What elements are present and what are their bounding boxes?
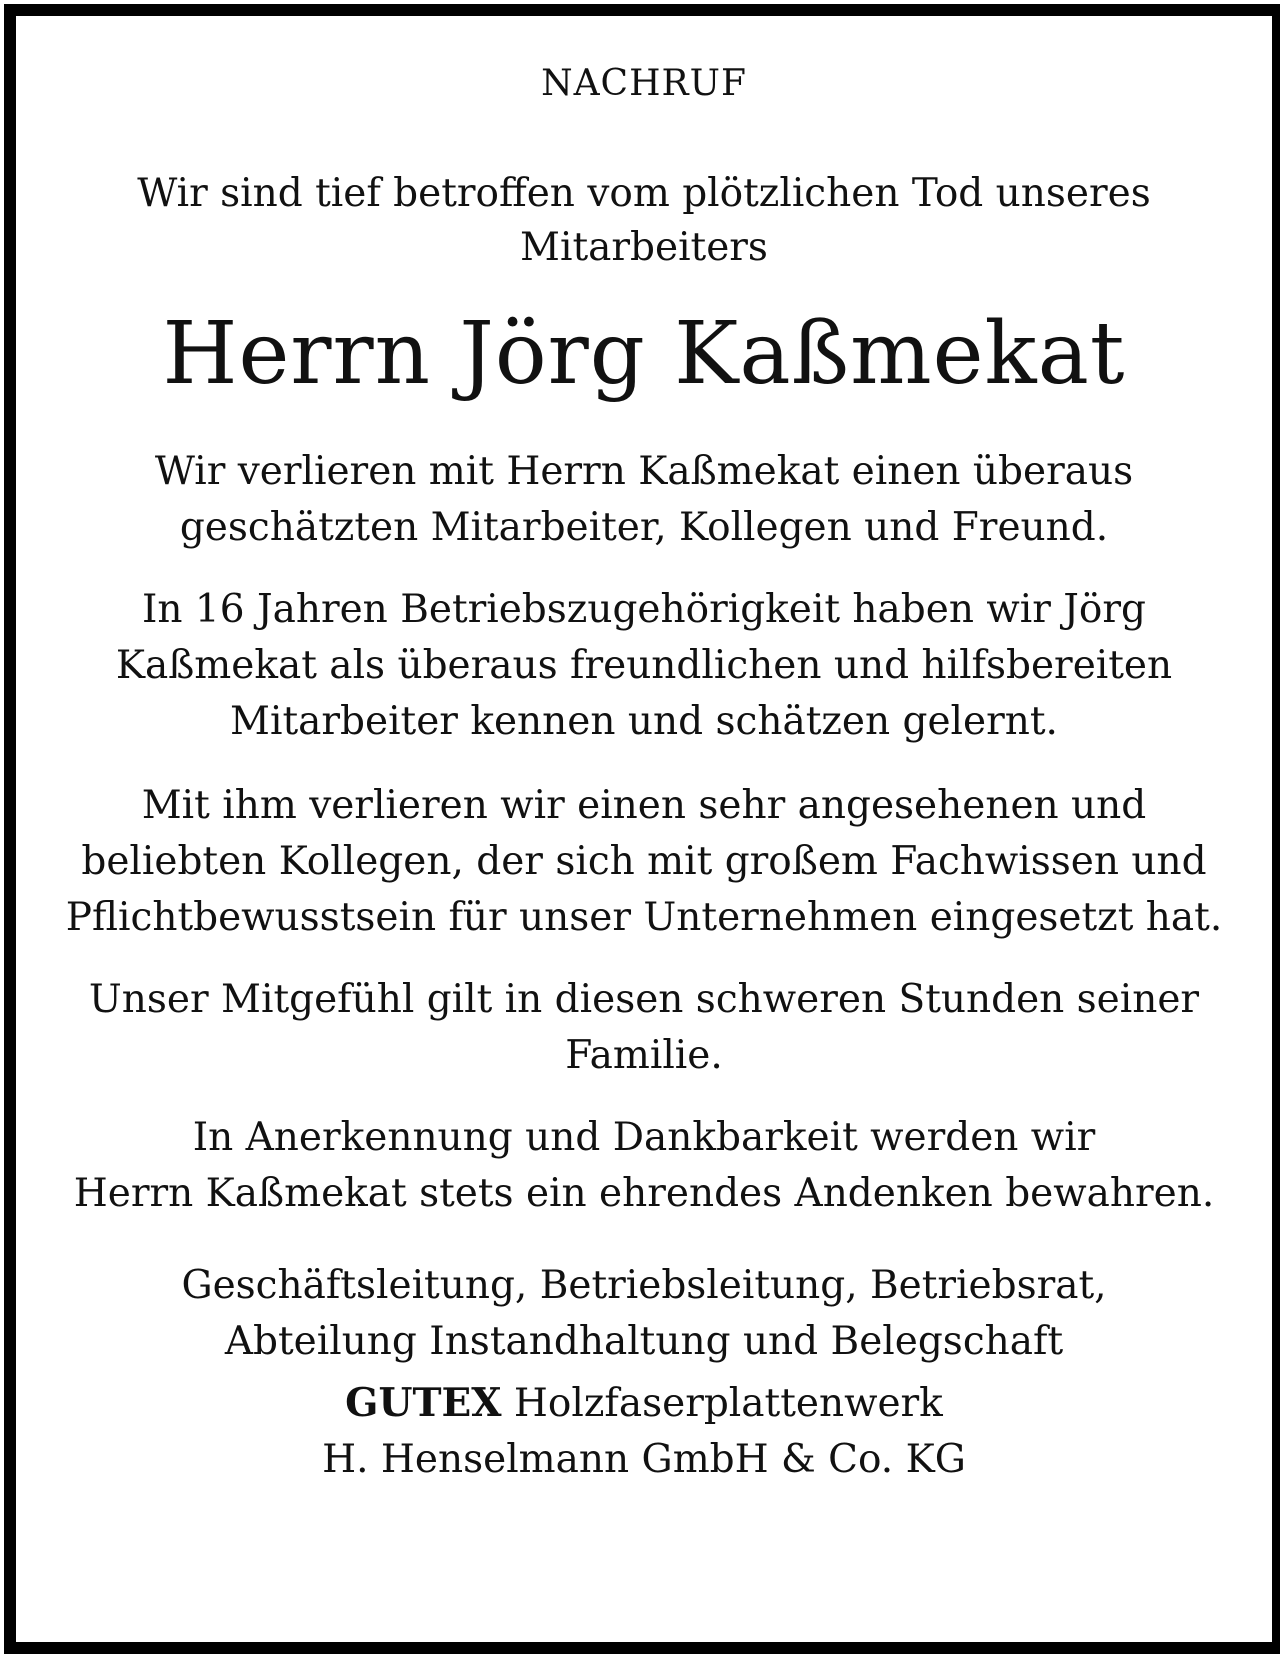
company-line-1-rest: Holzfaserplattenwerk [501,1381,943,1426]
notice-header: NACHRUF [541,63,747,104]
deceased-name: Herrn Jörg Kaßmekat [162,304,1126,404]
paragraph-5-line-2: Herrn Kaßmekat stets ein ehrendes Andenken bewahren. [73,1171,1215,1216]
obituary-frame [4,4,1280,1654]
paragraph-3-line-2: beliebten Kollegen, der sich mit großem Fachwissen und [81,839,1207,884]
company-line-2: H. Henselmann GmbH & Co. KG [322,1437,966,1482]
paragraph-2-line-2: Kaßmekat als überaus freundlichen und hilfsbereiten [115,643,1173,688]
signatories-line-1: Geschäftsleitung, Betriebsleitung, Betriebsrat, [181,1263,1107,1308]
paragraph-3-line-1: Mit ihm verlieren wir einen sehr angesehenen und [141,783,1147,828]
paragraph-3-line-3: Pflichtbewusstsein für unser Unternehmen eingesetzt hat. [65,895,1223,940]
paragraph-2-line-1: In 16 Jahren Betriebszugehörigkeit haben wir Jörg [142,587,1146,632]
company-line-1 [16,1380,1272,1426]
intro-line-1: Wir sind tief betroffen vom plötzlichen Tod unseres [137,171,1151,216]
company-brand: GUTEX [345,1380,502,1426]
paragraph-4-line-1: Unser Mitgefühl gilt in diesen schweren Stunden seiner [88,977,1200,1022]
paragraph-1-line-1: Wir verlieren mit Herrn Kaßmekat einen überaus [154,449,1134,494]
paragraph-4-line-2: Familie. [565,1033,723,1078]
intro-line-2: Mitarbeiters [520,225,768,270]
paragraph-1-line-2: geschätzten Mitarbeiter, Kollegen und Freund. [179,505,1109,550]
paragraph-5-line-1: In Anerkennung und Dankbarkeit werden wir [192,1115,1096,1160]
signatories-line-2: Abteilung Instandhaltung und Belegschaft [224,1319,1064,1364]
paragraph-2-line-3: Mitarbeiter kennen und schätzen gelernt. [230,699,1058,744]
